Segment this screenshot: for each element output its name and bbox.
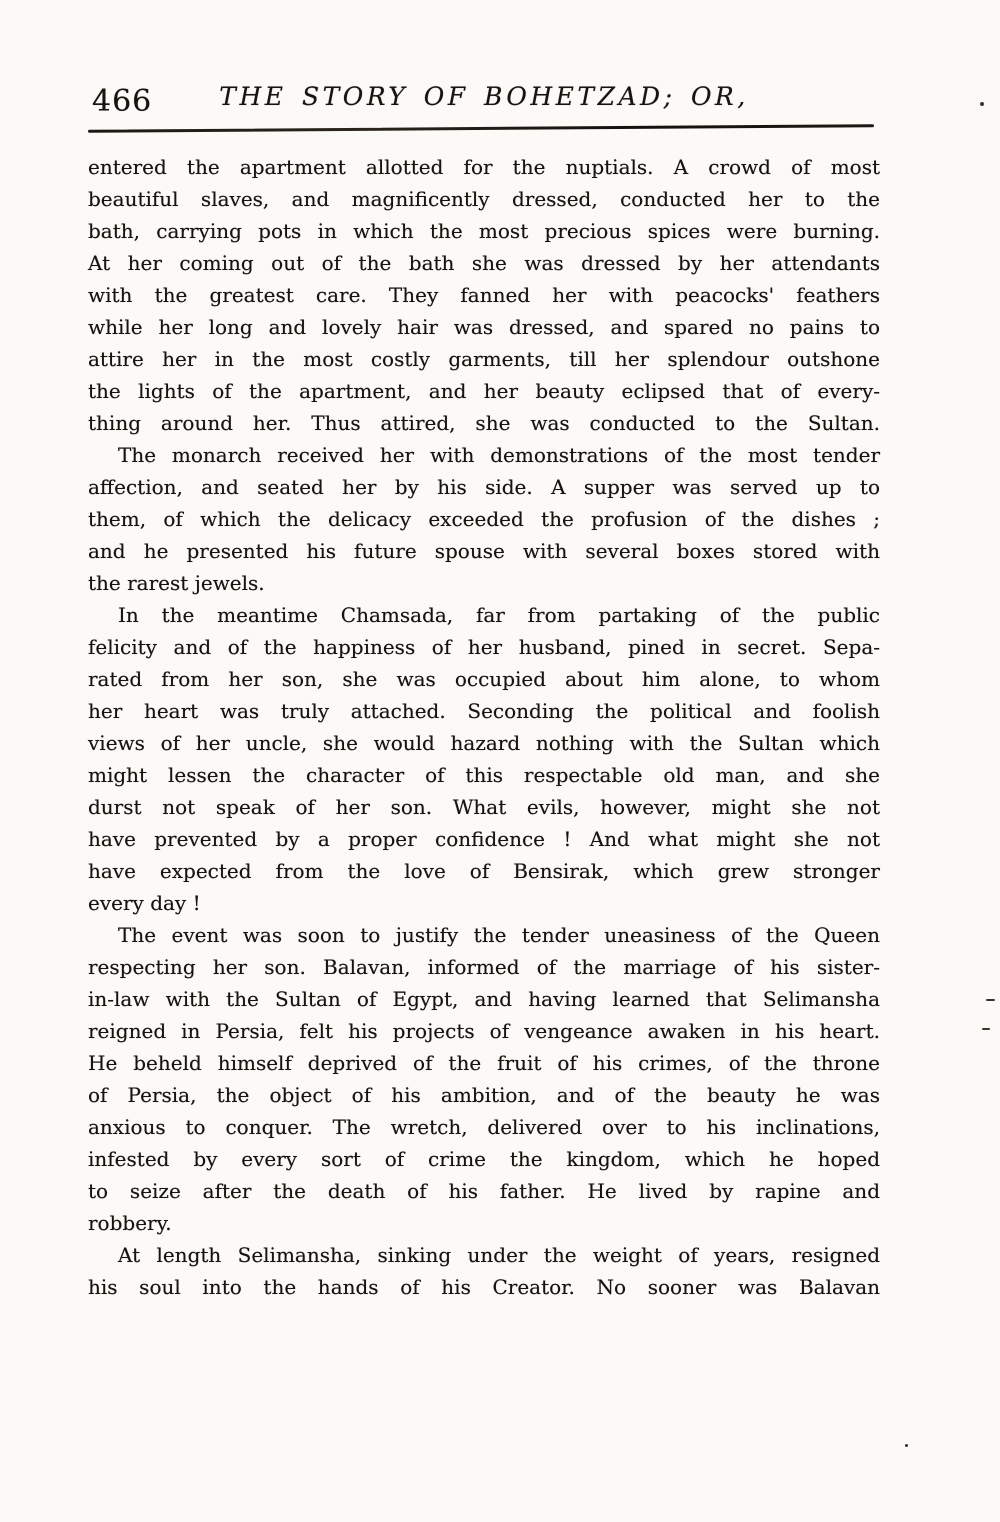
page-body [88,151,880,1303]
text-line: durst not speak of her son. What evils, however, might she not [88,795,880,819]
header-rule [88,124,874,132]
text-line: He beheld himself deprived of the fruit of his crimes, of the throne [88,1051,880,1075]
text-line: views of her uncle, she would hazard nothing with the Sultan which [88,731,880,755]
text-line: beautiful slaves, and magnificently dressed, conducted her to the [88,187,880,211]
running-title: THE STORY OF BOHETZAD; OR, [219,82,749,111]
scan-speck [905,1444,908,1447]
text-line: his soul into the hands of his Creator. No sooner was Balavan [88,1275,880,1299]
text-line: entered the apartment allotted for the nuptials. A crowd of most [88,155,880,179]
text-line: and he presented his future spouse with several boxes stored with [88,539,880,563]
text-line: In the meantime Chamsada, far from partaking of the public [118,603,880,627]
text-line: to seize after the death of his father. He lived by rapine and [88,1179,880,1203]
text-line: rated from her son, she was occupied about him alone, to whom [88,667,880,691]
text-line: anxious to conquer. The wretch, delivered over to his inclinations, [88,1115,880,1139]
paragraph [88,1239,880,1303]
text-line: with the greatest care. They fanned her with peacocks' feathers [88,283,880,307]
scan-speck [980,102,984,106]
text-line: the rarest jewels. [88,571,265,595]
text-line: them, of which the delicacy exceeded the profusion of the dishes ; [88,507,880,531]
page-header [88,80,880,120]
text-line: thing around her. Thus attired, she was conducted to the Sultan. [88,411,880,435]
scan-speck [982,1028,990,1030]
paragraph [88,599,880,919]
text-line: her heart was truly attached. Seconding the political and foolish [88,699,880,723]
page-number: 466 [92,84,153,119]
text-line: robbery. [88,1211,172,1235]
text-line: every day ! [88,891,201,915]
text-line: affection, and seated her by his side. A supper was served up to [88,475,880,499]
text-line: the lights of the apartment, and her beauty eclipsed that of every- [88,379,880,403]
text-line: At length Selimansha, sinking under the weight of years, resigned [118,1243,880,1267]
text-line: bath, carrying pots in which the most precious spices were burning. [88,219,880,243]
text-line: have expected from the love of Bensirak, which grew stronger [88,859,880,883]
text-line: while her long and lovely hair was dressed, and spared no pains to [88,315,880,339]
text-line: infested by every sort of crime the kingdom, which he hoped [88,1147,880,1171]
text-line: At her coming out of the bath she was dressed by her attendants [88,251,880,275]
text-line: reigned in Persia, felt his projects of vengeance awaken in his heart. [88,1019,880,1043]
paragraph [88,919,880,1239]
text-line: might lessen the character of this respectable old man, and she [88,763,880,787]
text-line: The event was soon to justify the tender uneasiness of the Queen [118,923,880,947]
text-line: of Persia, the object of his ambition, and of the beauty he was [88,1083,880,1107]
text-line: felicity and of the happiness of her husband, pined in secret. Sepa- [88,635,880,659]
text-line: respecting her son. Balavan, informed of the marriage of his sister- [88,955,880,979]
text-line: The monarch received her with demonstrations of the most tender [118,443,880,467]
text-line: have prevented by a proper confidence ! And what might she not [88,827,880,851]
paragraph [88,439,880,599]
scan-speck [986,999,995,1001]
text-line: in-law with the Sultan of Egypt, and having learned that Selimansha [88,987,880,1011]
text-line: attire her in the most costly garments, till her splendour outshone [88,347,880,371]
paragraph [88,151,880,439]
